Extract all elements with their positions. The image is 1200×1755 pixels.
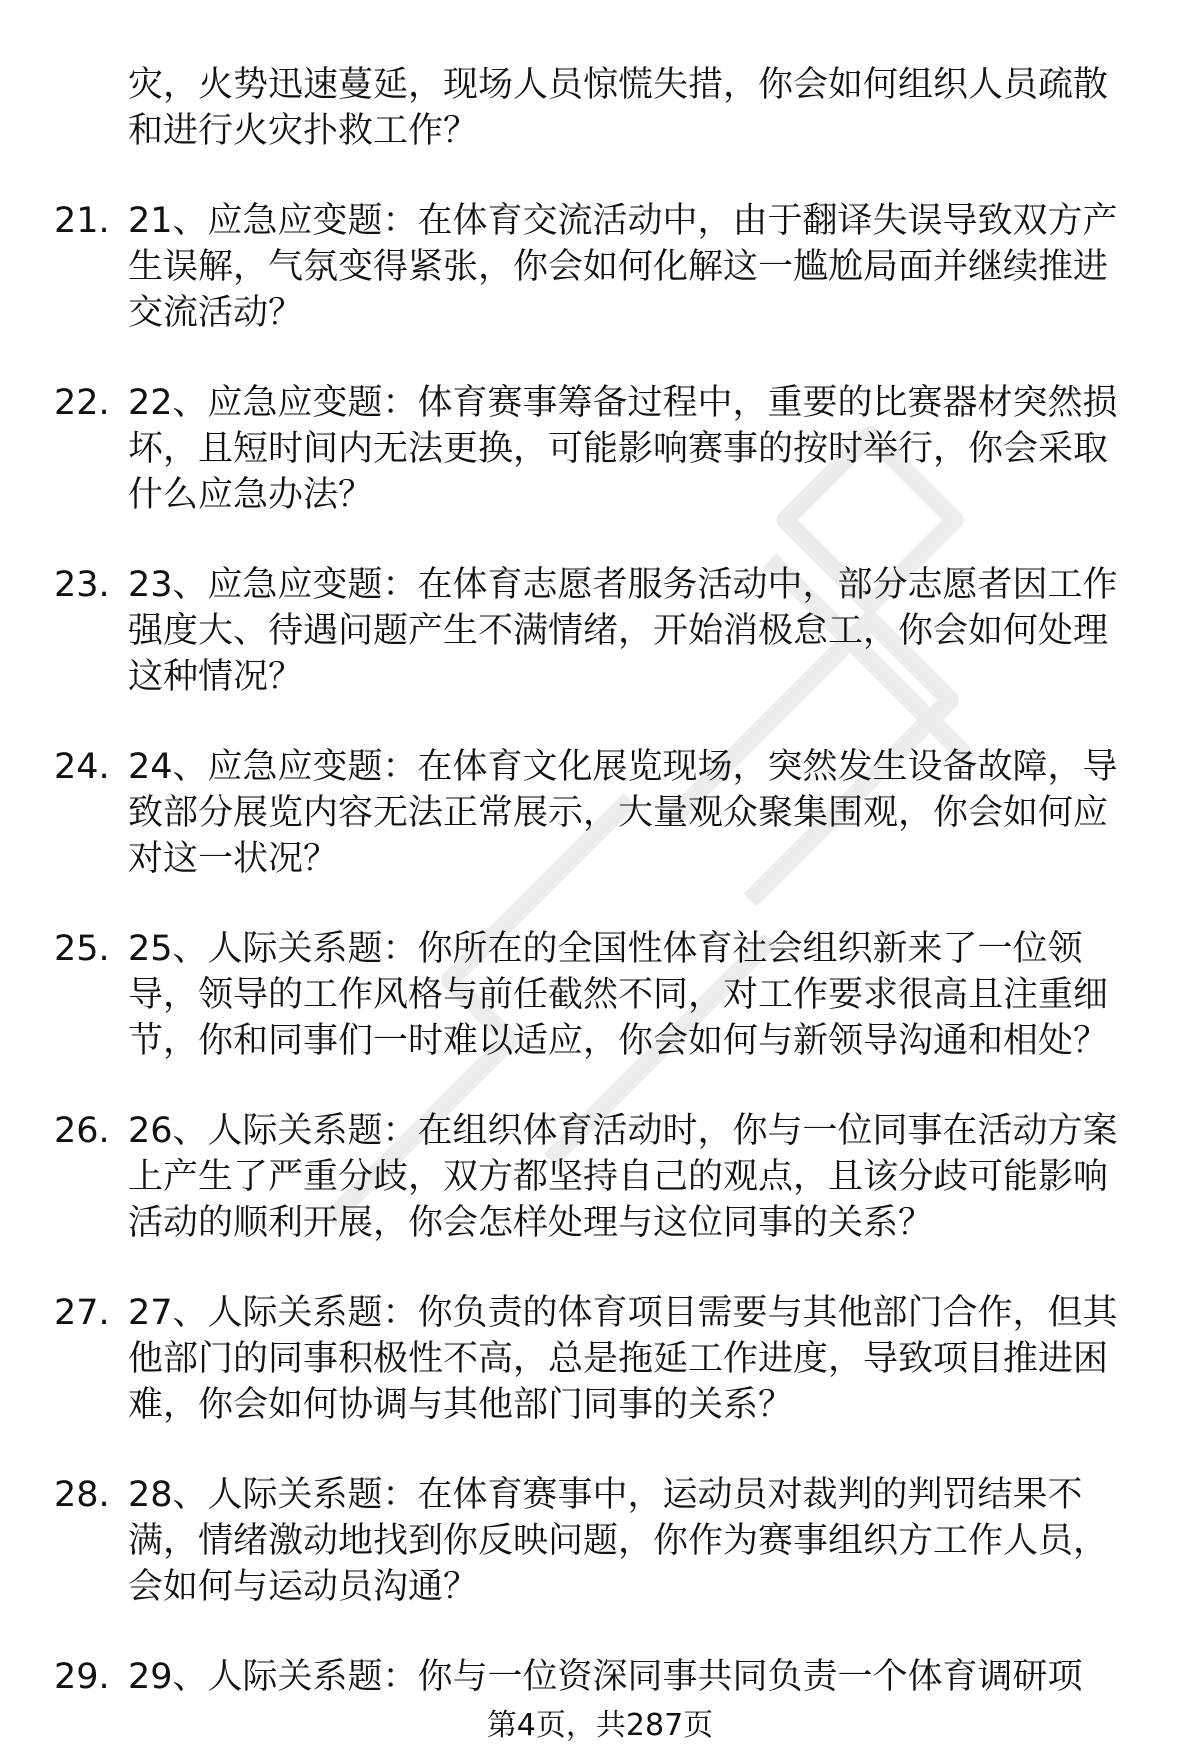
- item-text: 22、应急应变题：体育赛事筹备过程中，重要的比赛器材突然损坏，且短时间内无法更换，可能影响赛事的按时举行，你会采取什么应急办法？: [128, 383, 1118, 515]
- item-text: 27、人际关系题：你负责的体育项目需要与其他部门合作，但其他部门的同事积极性不高，总是拖延工作进度，导致项目推进困难，你会如何协调与其他部门同事的关系？: [128, 1293, 1118, 1425]
- list-item: [0, 1472, 1200, 1610]
- item-text: 21、应急应变题：在体育交流活动中，由于翻译失误导致双方产生误解，气氛变得紧张，你会如何化解这一尴尬局面并继续推进交流活动？: [128, 201, 1118, 333]
- item-text: 28、人际关系题：在体育赛事中，运动员对裁判的判罚结果不满，情绪激动地找到你反映问题，你作为赛事组织方工作人员，会如何与运动员沟通？: [128, 1475, 1109, 1607]
- list-item: [0, 562, 1200, 700]
- item-text: 29、人际关系题：你与一位资深同事共同负责一个体育调研项: [128, 1657, 1083, 1697]
- item-number: 28.: [54, 1475, 110, 1515]
- item-number: 27.: [54, 1293, 110, 1333]
- item-text: 25、人际关系题：你所在的全国性体育社会组织新来了一位领导，领导的工作风格与前任截然不同，对工作要求很高且注重细节，你和同事们一时难以适应，你会如何与新领导沟通和相处？: [128, 929, 1109, 1061]
- item-number: 24.: [54, 747, 110, 787]
- continuation-text: 灾，火势迅速蔓延，现场人员惊慌失措，你会如何组织人员疏散和进行火灾扑救工作？: [128, 65, 1109, 151]
- item-number: 21.: [54, 201, 110, 241]
- list-item: [0, 1290, 1200, 1428]
- item-number: 29.: [54, 1657, 110, 1697]
- list-item: [0, 198, 1200, 336]
- list-item: [0, 744, 1200, 882]
- list-item: [0, 926, 1200, 1064]
- item-number: 25.: [54, 929, 110, 969]
- item-number: 23.: [54, 565, 110, 605]
- item-text: 24、应急应变题：在体育文化展览现场，突然发生设备故障，导致部分展览内容无法正常展示，大量观众聚集围观，你会如何应对这一状况？: [128, 747, 1118, 879]
- question-list: [0, 198, 1200, 1744]
- item-number: 26.: [54, 1111, 110, 1151]
- item-text: 23、应急应变题：在体育志愿者服务活动中，部分志愿者因工作强度大、待遇问题产生不满情绪，开始消极怠工，你会如何处理这种情况？: [128, 565, 1118, 697]
- page-footer: 第4页，共287页: [486, 1708, 714, 1743]
- list-item: [0, 1654, 1200, 1700]
- item-text: 26、人际关系题：在组织体育活动时，你与一位同事在活动方案上产生了严重分歧，双方都坚持自己的观点，且该分歧可能影响活动的顺利开展，你会怎样处理与这位同事的关系？: [128, 1111, 1118, 1243]
- list-item: [0, 380, 1200, 518]
- item-number: 22.: [54, 383, 110, 423]
- list-item: [0, 1108, 1200, 1246]
